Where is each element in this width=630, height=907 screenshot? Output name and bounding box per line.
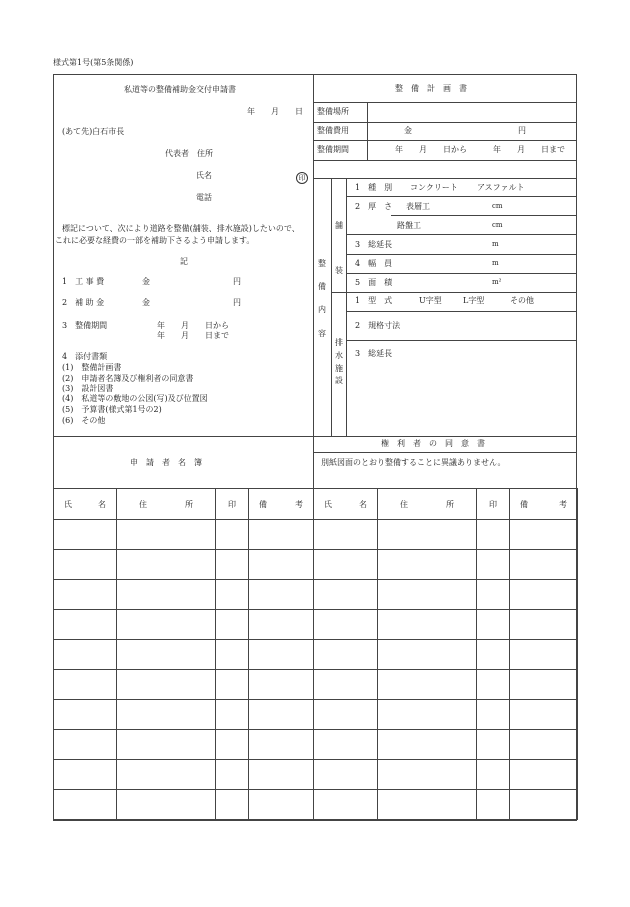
table-header-row [54,489,578,520]
subsidy-label: 2 補 助 金 [62,298,105,307]
divider [313,122,577,123]
surface-layer-label: 表層工 [406,202,430,211]
divider [313,160,577,161]
area-label: 5 面 積 [355,278,393,287]
drain-type-other: その他 [510,296,534,305]
divider [313,74,314,488]
col-header-name: 名 [98,499,106,509]
base-layer-unit: cm [492,221,503,229]
name-label: 氏名 [196,171,212,180]
attachment-item: (2) 申請者名簿及び権利者の同意書 [62,374,194,383]
attachment-item: (5) 予算書(様式第1号の2) [62,405,162,414]
plan-period-to: 年 月 日まで [493,145,565,154]
thickness-label: 2 厚 さ [355,202,393,211]
attachments-title: 4 添付書類 [62,352,108,361]
drainage-vertical-label: 排水施設 [335,338,343,386]
col-header-address: 所 [185,499,193,509]
applicant-table [53,488,578,820]
col-header-address: 住 [400,499,408,509]
period-to: 年 月 日まで [157,331,229,340]
applicant-list-title: 申 請 者 名 簿 [130,458,202,467]
divider [346,311,577,312]
paving-type-concrete: コンクリート [410,183,458,192]
divider [391,215,577,216]
col-header-address: 所 [446,499,454,509]
construction-cost-kin: 金 [142,277,150,286]
plan-period-label: 整備期間 [317,145,349,154]
representative-address: 代表者 住所 [165,149,213,158]
paving-type-label: 1 種 別 [355,183,393,192]
divider [331,178,332,436]
form-number: 様式第1号(第5条関係) [53,58,134,67]
consent-text: 別紙図面のとおり整備することに異議ありません。 [321,458,506,467]
col-header-name: 氏 [324,499,332,509]
divider [313,436,314,488]
total-length-unit: m [492,240,499,248]
location-label: 整備場所 [317,107,349,116]
content-vertical-label: 整備内容 [318,259,326,338]
body-text-line1: 標記について、次により道路を整備(舗装、排水施設)したいので、 [62,224,300,233]
col-header-remarks: 考 [295,499,303,509]
date-line: 年 月 日 [247,107,303,116]
period-from: 年 月 日から [157,321,229,330]
table-row [54,700,578,730]
width-unit: m [492,259,499,267]
table-row [54,550,578,580]
drain-type-l: L字型 [463,296,485,305]
table-row [54,580,578,610]
cost-yen: 円 [518,126,526,135]
seal-mark: 印 [296,172,308,184]
width-label: 4 幅 員 [355,259,393,268]
drain-type-label: 1 型 式 [355,296,393,305]
divider [346,178,347,436]
col-header-address: 住 [139,499,147,509]
plan-title: 整 備 計 画 書 [395,84,467,93]
period-label: 3 整備期間 [62,321,108,330]
table-row [54,730,578,760]
divider [313,178,577,179]
attachment-item: (6) その他 [62,416,106,425]
table-row [54,640,578,670]
subsidy-yen: 円 [233,298,241,307]
drain-spec-label: 2 規格寸法 [355,321,401,330]
divider [346,273,577,274]
phone-label: 電話 [196,193,212,202]
divider [346,340,577,341]
paving-vertical-label: 舗装 [335,221,343,275]
drain-type-u: U字型 [419,296,442,305]
body-text-line2: これに必要な経費の一部を補助下さるよう申請します。 [55,236,255,245]
plan-period-from: 年 月 日から [395,145,467,154]
col-header-remarks: 考 [559,499,567,509]
attachment-item: (3) 設計図書 [62,384,114,393]
divider [313,102,577,103]
divider [313,140,577,141]
divider [331,292,577,293]
divider [313,452,577,453]
attachment-item: (1) 整備計画書 [62,363,122,372]
table-row [54,790,578,820]
cost-kin: 金 [404,126,412,135]
table-row [54,610,578,640]
table-row [54,760,578,790]
subsidy-kin: 金 [142,298,150,307]
paving-type-asphalt: アスファルト [477,183,525,192]
surface-layer-unit: cm [492,202,503,210]
construction-cost-label: 1 工 事 費 [62,277,105,286]
ki-label: 記 [180,257,188,266]
col-header-seal: 印 [489,499,497,509]
total-length-label: 3 総延長 [355,240,393,249]
consent-title: 権 利 者 の 同 意 書 [381,439,485,448]
base-layer-label: 路盤工 [397,221,421,230]
table-row [54,520,578,550]
divider [346,196,577,197]
col-header-remarks: 備 [520,499,528,509]
table-row [54,670,578,700]
divider [53,436,577,437]
col-header-seal: 印 [228,499,236,509]
col-header-name: 名 [359,499,367,509]
attachment-item: (4) 私道等の敷地の公図(写)及び位置図 [62,394,208,403]
addressee: (あて先)白石市長 [62,127,125,136]
divider [346,234,577,235]
cost-label: 整備費用 [317,126,349,135]
drain-length-label: 3 総延長 [355,349,393,358]
application-title: 私道等の整備補助金交付申請書 [124,85,236,94]
area-unit: m² [492,278,502,286]
col-header-name: 氏 [64,499,72,509]
col-header-remarks: 備 [259,499,267,509]
divider [346,254,577,255]
divider [367,102,368,160]
construction-cost-yen: 円 [233,277,241,286]
